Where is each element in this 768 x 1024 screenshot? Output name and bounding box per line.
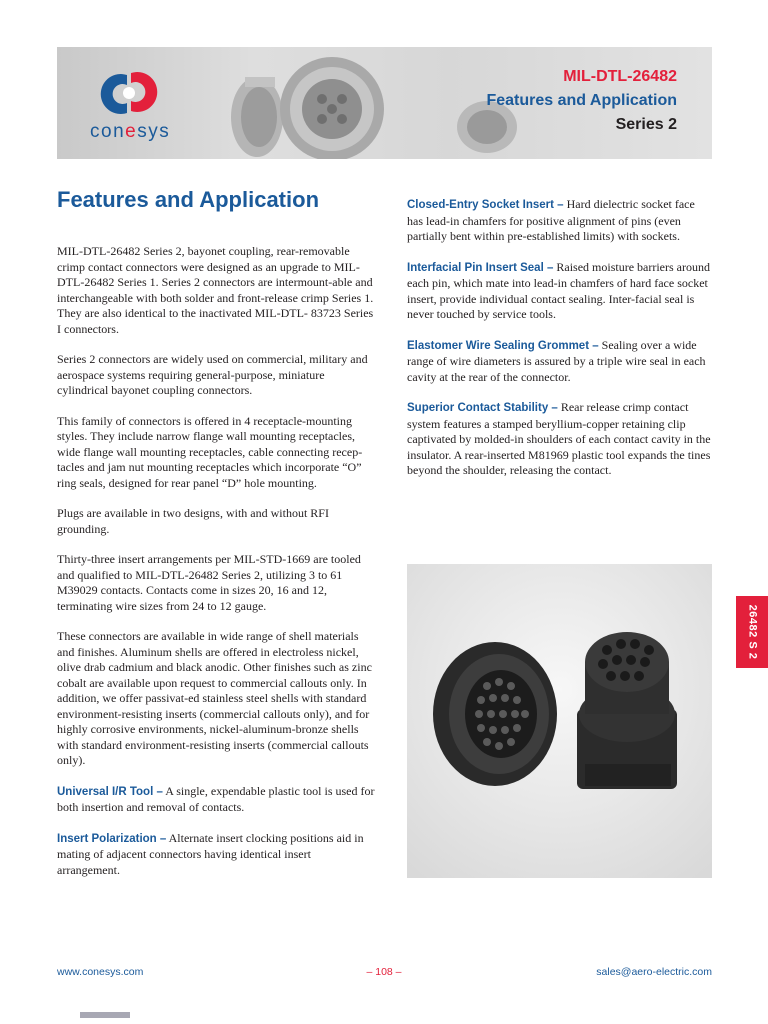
connectors-product-photo bbox=[407, 564, 712, 878]
page-title: Features and Application bbox=[57, 187, 320, 212]
feature-lead: Superior Contact Stability – bbox=[407, 402, 558, 414]
header-section-title: Features and Application bbox=[486, 92, 677, 109]
paragraph: These connectors are available in wide range of shell materials and finishes. Aluminum shells are offered in electroless nickel, olive drab cadmium and black anodic. Other finishes such as zinc cobalt are available upon request to commercial callouts only. In addition, we offer passivat-ed stainless steel shells with standard environment-resisting inserts (commercial callouts only), and for highly corrosive environments, nickel-aluminum-bronze shells with standard environment-resisting inserts (commercial callouts only). bbox=[57, 629, 372, 767]
feature-interfacial-pin-insert-seal bbox=[407, 260, 712, 323]
footer-bar bbox=[80, 1012, 130, 1018]
right-column bbox=[407, 197, 712, 494]
feature-lead: Insert Polarization – bbox=[57, 832, 167, 845]
paragraph: This family of connectors is offered in 4 receptacle-mounting styles. They include narrow flange wall mounting receptacles, wide flange wall mounting receptacles, cable connecting recep-tacles and jam nut mounting receptacles which incorporate “O” ring seals, designed for rear panel “D” hole mounting. bbox=[57, 413, 363, 490]
section-side-tab: 26482 S 2 bbox=[736, 596, 768, 668]
feature-lead: Closed-Entry Socket Insert – bbox=[407, 199, 564, 211]
header-title-block bbox=[486, 65, 677, 137]
feature-text: Raised moisture barriers around each pin, which mate into lead-in chamfers of hard face socket insert, provide individual contact sealing. Inter-facial seal is never touched by service tools. bbox=[407, 259, 710, 321]
feature-insert-polarization bbox=[57, 831, 375, 879]
logo-wordmark: conesys bbox=[90, 121, 171, 142]
feature-text: Hard dielectric socket face has lead-in chamfers for positive alignment of pins (even partially bent within pre-established limits) with sockets. bbox=[407, 197, 695, 243]
feature-universal-ir-tool bbox=[57, 784, 375, 816]
conesys-logo-icon bbox=[97, 67, 161, 119]
paragraph: Series 2 connectors are widely used on commercial, military and aerospace systems requiring general-purpose, miniature cylindrical bayonet coupling connectors. bbox=[57, 352, 368, 397]
left-column bbox=[57, 186, 375, 893]
feature-text: Alternate insert clocking positions aid in mating of adjacent connectors having identical insert arrangement. bbox=[57, 830, 364, 877]
feature-lead: Elastomer Wire Sealing Grommet – bbox=[407, 339, 599, 352]
feature-lead: Universal I/R Tool – bbox=[57, 785, 163, 798]
paragraph: MIL-DTL-26482 Series 2, bayonet coupling, rear-removable crimp contact connectors were designed as an upgrade to MIL-DTL-26482 Series 1. Series 2 connectors are intermount-able and interchangeable with both solder and front-release crimp Series 1. They are also identical to the inactivated MIL-DTL- 83723 Series I connectors. bbox=[57, 244, 374, 336]
feature-lead: Interfacial Pin Insert Seal – bbox=[407, 261, 554, 274]
paragraph: Plugs are available in two designs, with and without RFI grounding. bbox=[57, 506, 329, 536]
feature-text: Rear release crimp contact system features a stamped beryllium-copper retaining clip captivated by molded-in shoulders of each contact cavity in the insulator. A rear-inserted M81969 plastic tool expands the tines beyond the shoulder, releasing the contact. bbox=[407, 400, 711, 477]
feature-text: A single, expendable plastic tool is used for both insertion and removal of contacts. bbox=[57, 783, 375, 814]
header-banner bbox=[57, 47, 712, 159]
footer-website-link[interactable]: www.conesys.com bbox=[57, 966, 144, 978]
footer-page-number: – 108 – bbox=[366, 966, 402, 978]
feature-elastomer-wire-sealing-grommet bbox=[407, 338, 712, 386]
paragraph: Thirty-three insert arrangements per MIL-STD-1669 are tooled and qualified to MIL-DTL-26482 Series 2, utilizing 3 to 61 M39029 contacts. Contacts come in sizes 20, 16 and 12, terminating wire sizes from 24 to 12 gauge. bbox=[57, 552, 361, 613]
header-connector-photo bbox=[207, 47, 407, 159]
header-spec-title: MIL-DTL-26482 bbox=[563, 68, 677, 85]
footer-email-link[interactable]: sales@aero-electric.com bbox=[596, 966, 712, 978]
feature-superior-contact-stability bbox=[407, 400, 712, 479]
header-series-title: Series 2 bbox=[615, 116, 677, 133]
feature-text: Sealing over a wide range of wire diameters is assured by a triple wire seal in each cavity at the rear of the connector. bbox=[407, 337, 706, 384]
feature-closed-entry-socket-insert bbox=[407, 197, 712, 245]
